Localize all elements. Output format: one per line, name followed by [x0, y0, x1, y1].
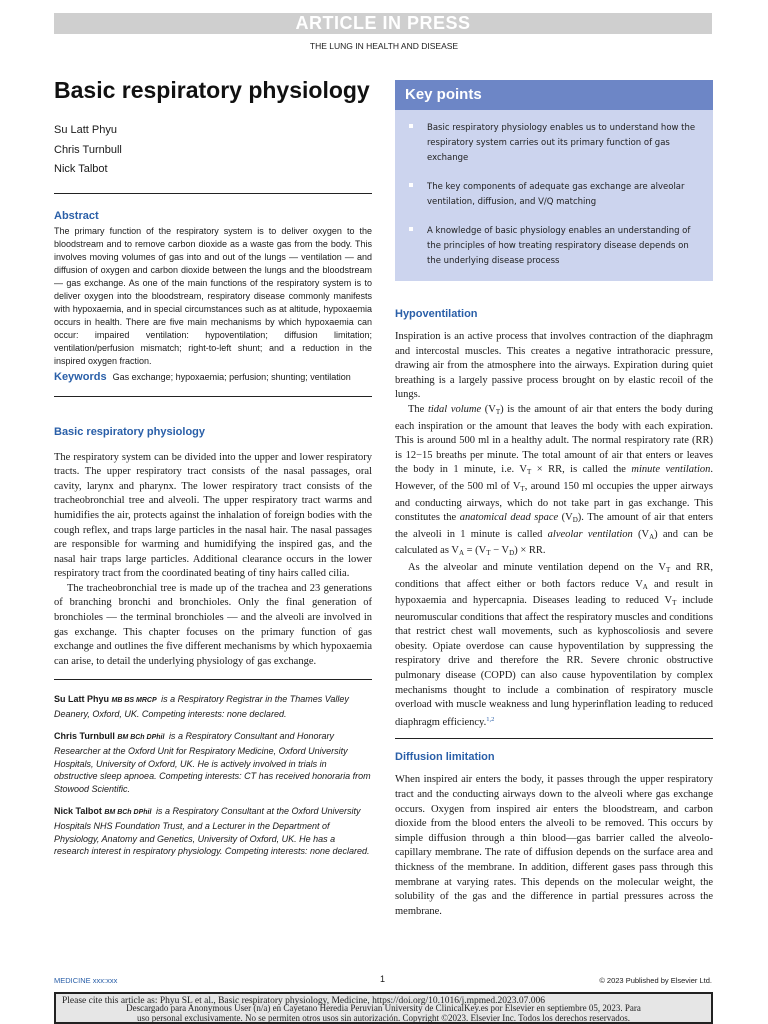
- divider: [54, 193, 372, 194]
- key-point: A knowledge of basic physiology enables an understanding of the principles of how treating respiratory disease depends on the underlying disease process: [409, 224, 701, 269]
- footer-copyright: © 2023 Published by Elsevier Ltd.: [599, 976, 712, 985]
- section-body: [395, 330, 713, 730]
- author-list: [54, 121, 372, 180]
- article-title: Basic respiratory physiology: [54, 77, 370, 103]
- section-body: [54, 451, 372, 670]
- author: Su Latt Phyu: [54, 124, 117, 136]
- keywords-label: Keywords: [54, 370, 107, 383]
- running-head: THE LUNG IN HEALTH AND DISEASE: [309, 41, 459, 51]
- section-heading: Basic respiratory physiology: [54, 425, 205, 438]
- footer-journal: MEDICINE xxx:xxx: [54, 976, 118, 985]
- author-bio: Nick Talbot BM BCh DPhil is a Respiratory Consultant at the Oxford University Hospitals NHS Foundation Trust, and a Lecturer in the Department of Physiology, Anatomy and Genetics, University of Oxford, UK. He has a research interest in respiratory physiology. Competing interests: none declared.: [54, 806, 370, 857]
- key-points-box: [395, 80, 713, 281]
- abstract-section: [54, 210, 372, 384]
- keywords: [54, 371, 372, 384]
- divider: [54, 679, 372, 680]
- paragraph: The tracheobronchial tree is made up of the trachea and 23 generations of branching bronchi and bronchioles. Only the final generation of bronchioles — the terminal bronchioles — and the alveoli are involved in gas exchange. This chapter focuses on the primary function of gas exchange and outlines the five different mechanisms by which hypoxaemia can arise, to detail the underlying physiology of gas exchange.: [54, 582, 372, 667]
- author: Nick Talbot: [54, 163, 108, 175]
- left-column: [54, 76, 372, 867]
- abstract-text: The primary function of the respiratory system is to deliver oxygen to the bloodstream and to remove carbon dioxide as a waste gas from the body. This involves moving volumes of gas into and out of the lungs — ventilation — and diffusion of oxygen and carbon dioxide between the lungs and the bloodstream — gas exchange. As one of the main functions of the respiratory system is to deliver oxygen into the bloodstream, respiratory disease commonly manifests with hypoxaemia, and in special circumstances such as at altitude, hypoxaemia occurs in health. There are five main mechanisms by which hypoxaemia can occur: impaired ventilation: hypoventilation; diffusion limitation; ventilation/perfusion mismatch; right-to-left shunt; and a reduction in the inspired oxygen fraction.: [54, 225, 372, 367]
- bullet-icon: [409, 124, 413, 128]
- citation-box: [54, 992, 713, 1024]
- author: Chris Turnbull: [54, 143, 122, 156]
- divider: [54, 396, 372, 397]
- article-in-press-banner: ARTICLE IN PRESS: [54, 13, 712, 34]
- author-bio: Chris Turnbull BM BCh DPhil is a Respiratory Consultant and Honorary Researcher at the Oxford Unit for Respiratory Medicine, Oxford University Hospitals, University of Oxford, UK. He is actively involved in trials in obstructive sleep apnoea. Competing interests: CT has received honoraria from Stowood Scientific.: [54, 731, 371, 795]
- paragraph: Inspiration is an active process that involves contraction of the diaphragm and intercostal muscles. This creates a negative intrathoracic pressure, drawing air from the atmosphere into the airways. Expiration during quiet breathing is a largely passive process brought on by elastic recoil of the lungs.: [395, 331, 713, 401]
- right-column: [395, 80, 713, 919]
- page-number: 1: [380, 974, 386, 984]
- key-points-list: [395, 110, 713, 281]
- key-point: The key components of adequate gas exchange are alveolar ventilation, diffusion, and V/Q matching: [409, 180, 701, 210]
- paragraph: The tidal volume $(V_T)$ is the amount of air that enters the body during each inspiration or the amount that leaves the body with each expiration. This is around 500 ml in a healthy adult. The normal respiratory rate (RR) is 12−15 breaths per minute. The total amount of air that enters or leaves the body in 1 minute, i.e. $V_T$ × RR, is called the minute ventilation. However, of the 500 ml of $V_T$, around 150 ml occupies the upper airways and conducting airways, which do not take part in gas exchange. This constitutes the anatomical dead space $(V_D)$. The amount of air that enters the alveoli in 1 minute is called alveolar ventilation $(V_A)$ and can be calculated as $V_A = (V_T - V_D)$ × RR.: [395, 403, 714, 558]
- divider: [395, 738, 713, 739]
- paragraph: As the alveolar and minute ventilation depend on the $V_T$ and RR, conditions that affect either or both factors reduce $V_A$ and result in hypoxaemia and hypercapnia. Diseases leading to reduced $V_T$ include neuromuscular conditions that affect the respiratory muscles and conditions that restrict chest wall movements, such as kyphoscoliosis and severe obesity. Opiate overdose can cause hypoventilation by suppressing the respiratory drive and therefore the RR. Severe chronic obstructive pulmonary disease (COPD) can also cause hypoventilation by complex mechanisms thought to include a combination of respiratory muscle overload with muscle weakness and lung hyperinflation leading to reduced diaphragm efficiency.$^{1,2}$: [395, 561, 713, 728]
- section-heading: Diffusion limitation: [395, 751, 495, 764]
- author-bio: Su Latt Phyu MB BS MRCP is a Respiratory Registrar in the Thames Valley Deanery, Oxford, UK. Competing interests: none declared.: [54, 694, 349, 720]
- paragraph: The respiratory system can be divided into the upper and lower respiratory tracts. The upper respiratory tract consists of the nasal passages, oral cavity, larynx and pharynx. The lower respiratory tract consists of the tracheobronchial tree and alveoli. The upper respiratory tract warms and humidifies the air, protects against the inhalation of foreign bodies with the cough reflex, and traps large particles in the nasal hair. The nasal passages are responsible for warming and humidifying the inspired gas, and the nasal hair traps large particles. Additional clearance occurs in the lower respiratory tract from the coordinated beating of tiny hairs called cilia.: [54, 451, 372, 580]
- download-notice: Descargado para Anonymous User (n/a) en Cayetano Heredia Peruvian University de ClinicalKey.es por Elsevier en septiembre 05, 2023. Para uso personal exclusivamente. No se permiten otros usos sin autorización. Copyright ©2023. Elsevier Inc. Todos los derechos reservados.: [126, 1003, 641, 1023]
- key-points-heading: Key points: [395, 80, 713, 110]
- abstract-heading: Abstract: [54, 209, 99, 222]
- key-point: Basic respiratory physiology enables us to understand how the respiratory system carries out its primary function of gas exchange: [409, 121, 701, 166]
- citation-text[interactable]: Please cite this article as: Phyu SL et al., Basic respiratory physiology, Medicine, https://doi.org/10.1016/j.mpmed.2023.07.006: [62, 996, 546, 1006]
- section-heading: Hypoventilation: [395, 308, 478, 320]
- bullet-icon: [409, 227, 413, 231]
- paragraph: When inspired air enters the body, it passes through the upper respiratory tract and the conducting airways down to the alveoli where gas exchange occurs. Oxygen from inspired air enters the bloodstream, and carbon dioxide from the blood enters the alveoli to be removed. This occurs by simple diffusion through a thin blood—gas barrier called the alveolo-capillary membrane. The rate of diffusion depends on the surface area and thickness of the membrane. In addition, different gases pass through this membrane at varying rates. This depends on the molecular weight, the solubility of the gas and the difference in partial pressures across the membrane.: [395, 774, 713, 917]
- bullet-icon: [409, 183, 413, 187]
- reference-link[interactable]: 1,2: [486, 715, 495, 723]
- section-body: [395, 773, 713, 919]
- author-bios: [54, 693, 372, 858]
- keywords-text: Gas exchange; hypoxaemia; perfusion; shunting; ventilation: [112, 371, 351, 382]
